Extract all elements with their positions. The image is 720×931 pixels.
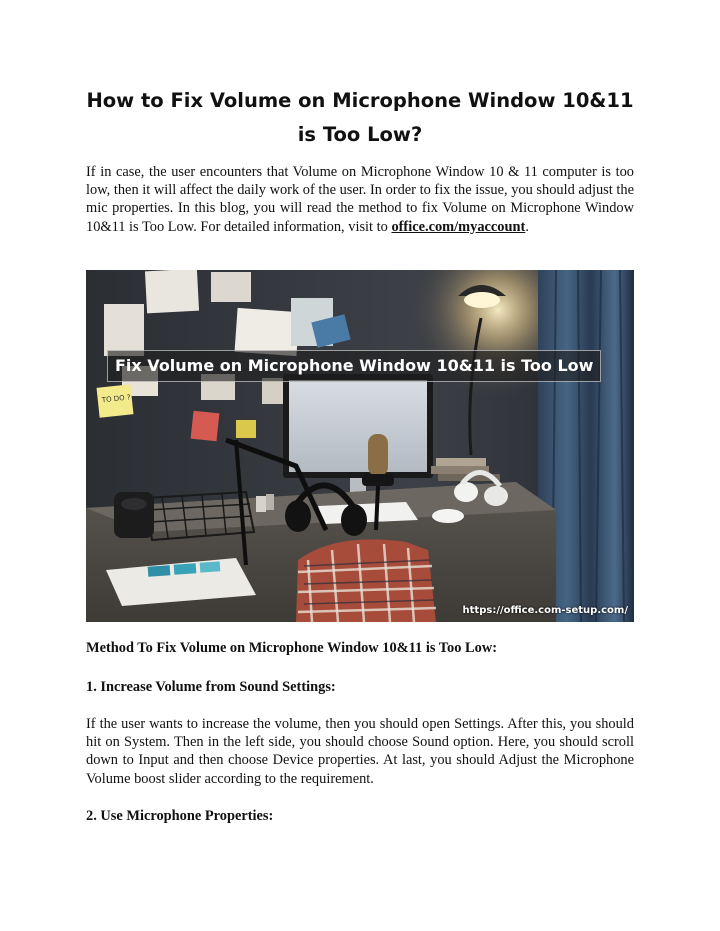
article-title: How to Fix Volume on Microphone Window 10&11 is Too Low? <box>86 89 634 146</box>
hero-watermark: https://office.com-setup.com/ <box>462 605 628 616</box>
method-heading: Method To Fix Volume on Microphone Window 10&11 is Too Low: <box>86 640 498 656</box>
step1-heading: 1. Increase Volume from Sound Settings: <box>86 679 336 695</box>
intro-paragraph <box>86 163 634 236</box>
hero-image <box>86 270 634 622</box>
sticky-note-text: TO DO ? <box>101 393 131 405</box>
step2-heading: 2. Use Microphone Properties: <box>86 808 274 824</box>
hero-photo-illustration <box>86 270 634 622</box>
intro-end: . <box>525 218 529 235</box>
hero-overlay-title: Fix Volume on Microphone Window 10&11 is Too Low <box>107 350 601 382</box>
intro-text: If in case, the user encounters that Volume on Microphone Window 10 & 11 computer is too low, then it will affect the daily work of the user. In order to fix the issue, you should adjust the mic properties. In this blog, you will read the method to fix Volume on Microphone Window 10&11 is Too Low. For detailed information, visit to <box>86 164 634 235</box>
office-account-link[interactable]: office.com/myaccount <box>391 218 526 235</box>
step1-paragraph: If the user wants to increase the volume, then you should open Settings. After this, you should hit on System. Then in the left side, you should choose Sound option. Here, you should scroll down to Input and then choose Device properties. At last, you should Adjust the Microphone Volume boost slider according to the requirement. <box>86 716 634 787</box>
